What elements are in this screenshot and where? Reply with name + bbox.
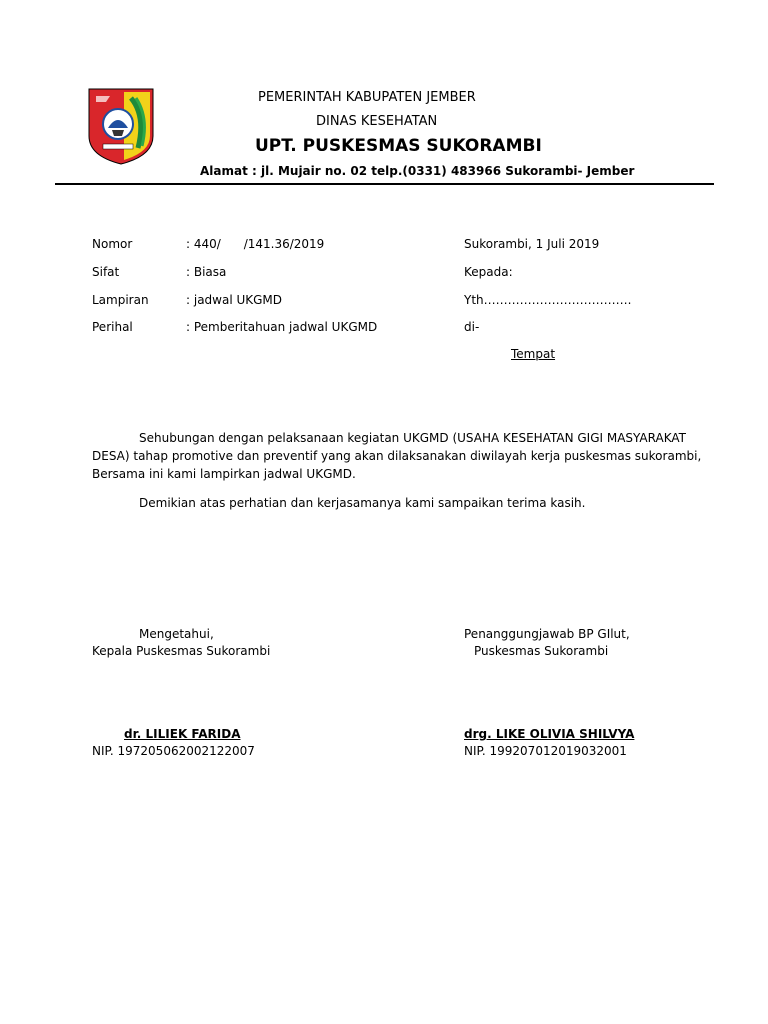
kepada-label: Kepada: (464, 265, 513, 279)
paragraph-line-2: DESA) tahap promotive dan preventif yang akan dilaksanakan diwilayah kerja puskesmas sukorambi, (92, 449, 702, 463)
closing-sentence: Demikian atas perhatian dan kerjasamanya kami sampaikan terima kasih. (139, 496, 586, 510)
header-divider (55, 183, 714, 185)
left-sign-line1: Mengetahui, (139, 627, 214, 641)
paragraph-line-3: Bersama ini kami lampirkan jadwal UKGMD. (92, 467, 356, 481)
sifat-label: Sifat (92, 265, 120, 279)
letter-date: Sukorambi, 1 Juli 2019 (464, 237, 600, 251)
letterhead-title: UPT. PUSKESMAS SUKORAMBI (255, 136, 542, 156)
left-signatory-name: dr. LILIEK FARIDA (124, 727, 241, 741)
letterhead-line1: PEMERINTAH KABUPATEN JEMBER (258, 90, 476, 105)
right-signatory-nip: NIP. 199207012019032001 (464, 744, 627, 758)
yth-line: Yth………………………………. (464, 293, 632, 307)
paragraph-line-1: Sehubungan dengan pelaksanaan kegiatan UKGMD (USAHA KESEHATAN GIGI MASYARAKAT (139, 431, 686, 445)
nomor-label: Nomor (92, 237, 133, 251)
nomor-value: : 440/ /141.36/2019 (186, 237, 325, 251)
lampiran-value: : jadwal UKGMD (186, 293, 283, 307)
tempat-label: Tempat (511, 347, 556, 361)
right-sign-line1: Penanggungjawab BP GIlut, (464, 627, 630, 641)
kabupaten-jember-logo (86, 86, 156, 166)
letterhead-line2: DINAS KESEHATAN (316, 114, 438, 129)
di-label: di- (464, 320, 480, 334)
right-sign-line2: Puskesmas Sukorambi (474, 644, 609, 658)
left-sign-line2: Kepala Puskesmas Sukorambi (92, 644, 271, 658)
sifat-value: : Biasa (186, 265, 227, 279)
lampiran-label: Lampiran (92, 293, 149, 307)
left-signatory-nip: NIP. 197205062002122007 (92, 744, 255, 758)
letterhead-address: Alamat : jl. Mujair no. 02 telp.(0331) 483966 Sukorambi- Jember (200, 164, 635, 178)
perihal-value: : Pemberitahuan jadwal UKGMD (186, 320, 378, 334)
right-signatory-name: drg. LIKE OLIVIA SHILVYA (464, 727, 635, 741)
perihal-label: Perihal (92, 320, 133, 334)
